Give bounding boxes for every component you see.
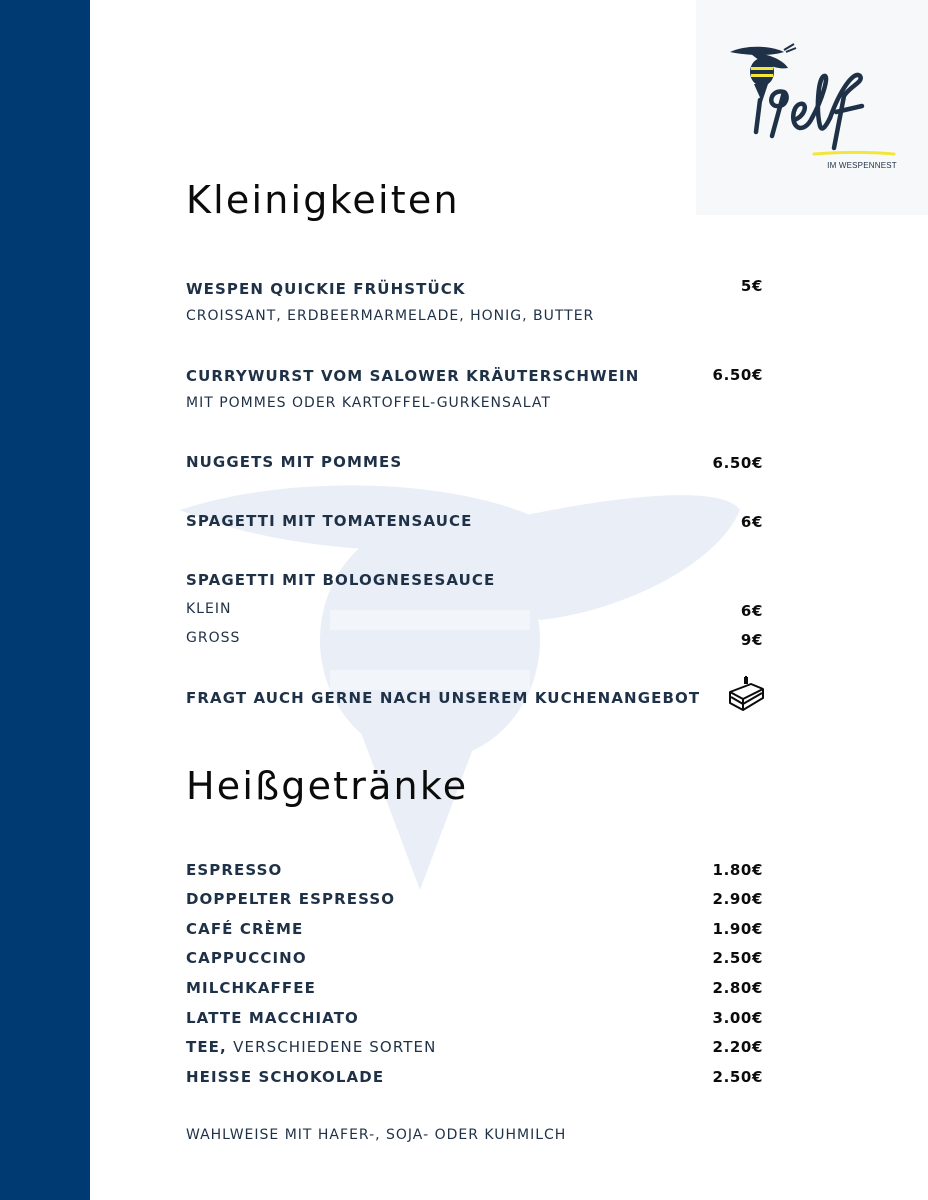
menu-item-description: CROISSANT, ERDBEERMARMELADE, HONIG, BUTTER <box>186 308 595 324</box>
wasp-logo <box>722 40 902 180</box>
drink-item-name: CAFÉ CRÈME <box>186 920 304 938</box>
menu-option-label: KLEIN <box>186 601 232 617</box>
menu-item-price: 6.50€ <box>712 454 763 472</box>
logo-subtitle: IM WESPENNEST <box>827 161 897 170</box>
drink-item-name: DOPPELTER ESPRESSO <box>186 890 396 908</box>
drink-item-name: MILCHKAFFEE <box>186 979 316 997</box>
menu-item-name: SPAGETTI MIT TOMATENSAUCE <box>186 512 473 530</box>
menu-item-description: MIT POMMES ODER KARTOFFEL-GURKENSALAT <box>186 395 551 411</box>
wasp-watermark-icon <box>160 470 760 890</box>
menu-item-price: 5€ <box>740 277 763 295</box>
menu-item-name: CURRYWURST VOM SALOWER KRÄUTERSCHWEIN <box>186 367 640 385</box>
drink-item-detail: VERSCHIEDENE SORTEN <box>233 1038 437 1056</box>
drink-item-price: 1.90€ <box>712 920 763 938</box>
drink-item-price: 2.50€ <box>712 1068 763 1086</box>
drink-item-price: 2.80€ <box>712 979 763 997</box>
menu-item-price: 6.50€ <box>712 366 763 384</box>
menu-option-label: GROSS <box>186 630 241 646</box>
drink-item-price: 2.50€ <box>712 949 763 967</box>
section-title-heissgetraenke: Heißgetränke <box>186 764 469 808</box>
drink-item-name-main: TEE, <box>186 1038 227 1056</box>
drink-item-price: 2.90€ <box>712 890 763 908</box>
menu-item-name: WESPEN QUICKIE FRÜHSTÜCK <box>186 280 466 298</box>
drink-item-name: HEISSE SCHOKOLADE <box>186 1068 385 1086</box>
menu-option-price: 6€ <box>740 602 763 620</box>
menu-item-price: 6€ <box>740 513 763 531</box>
menu-option-price: 9€ <box>740 631 763 649</box>
drink-item-price: 3.00€ <box>712 1009 763 1027</box>
drink-item-name: LATTE MACCHIATO <box>186 1009 359 1027</box>
milk-footnote: WAHLWEISE MIT HAFER-, SOJA- ODER KUHMILCH <box>186 1127 567 1143</box>
menu-item-name: SPAGETTI MIT BOLOGNESESAUCE <box>186 571 496 589</box>
drink-item-price: 2.20€ <box>712 1038 763 1056</box>
section-title-kleinigkeiten: Kleinigkeiten <box>186 178 460 222</box>
drink-item-price: 1.80€ <box>712 861 763 879</box>
drink-item-name: CAPPUCCINO <box>186 949 307 967</box>
menu-item-name: NUGGETS MIT POMMES <box>186 453 403 471</box>
cake-slice-icon <box>727 674 765 714</box>
drink-item-name <box>186 1038 436 1056</box>
left-sidebar-band <box>0 0 90 1200</box>
cake-note: FRAGT AUCH GERNE NACH UNSEREM KUCHENANGEBOT <box>186 689 701 707</box>
drink-item-name: ESPRESSO <box>186 861 283 879</box>
logo-script <box>756 75 862 148</box>
